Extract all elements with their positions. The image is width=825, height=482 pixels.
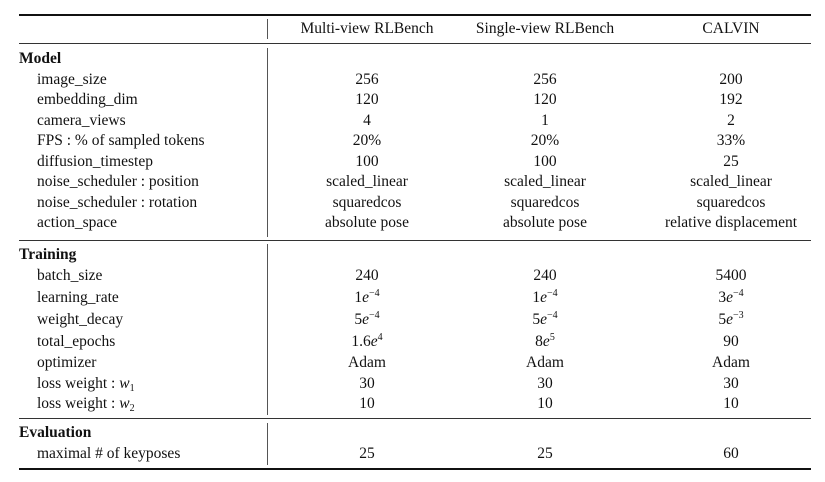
sci-exponent: −4 (733, 288, 744, 299)
value-single-view: 120 (533, 91, 557, 108)
sci-base: 5 (354, 311, 363, 328)
value-single-view: 30 (537, 374, 553, 392)
value-multi-view: 20% (352, 132, 382, 149)
sci-e: e (370, 333, 378, 350)
value-single-view: 25 (537, 445, 553, 462)
param-subscript: 1 (129, 382, 135, 394)
sci-exponent: −4 (547, 288, 558, 299)
header-rule (19, 43, 811, 44)
value-single-view: 240 (533, 267, 557, 284)
param-name: noise_scheduler : rotation (37, 193, 198, 211)
value-single-view: 1 (541, 111, 549, 129)
section-header-evaluation (19, 423, 811, 443)
param-name: FPS : % of sampled tokens (37, 132, 205, 149)
sci-exponent: −3 (733, 310, 744, 321)
table-row (19, 266, 811, 286)
value-multi-view: scaled_linear (326, 173, 408, 190)
value-calvin (639, 310, 823, 330)
table-row (19, 111, 811, 131)
param-name (37, 374, 285, 394)
value-multi-view: absolute pose (325, 214, 409, 231)
table-row (19, 172, 811, 192)
sci-base: 1.6 (351, 333, 371, 350)
training-evaluation-rule (19, 418, 811, 419)
value-calvin: 200 (719, 70, 743, 88)
param-name: action_space (37, 214, 118, 231)
value-calvin: scaled_linear (690, 173, 772, 190)
param-variable: w (119, 374, 130, 392)
section-title: Training (19, 246, 77, 263)
value-calvin: 33% (716, 132, 746, 149)
sci-e: e (726, 311, 733, 328)
sci-e: e (362, 311, 369, 328)
table-row (19, 444, 811, 464)
sci-e: e (540, 311, 547, 328)
value-single-view: Adam (526, 354, 564, 371)
value-calvin: Adam (712, 354, 750, 371)
sci-exponent: 5 (549, 332, 555, 343)
table-row (19, 288, 811, 308)
value-multi-view: 240 (355, 267, 379, 284)
value-multi-view: 10 (359, 395, 375, 412)
param-name: camera_views (37, 111, 126, 129)
value-multi-view (274, 310, 460, 330)
value-multi-view: 256 (355, 70, 379, 88)
param-variable: w (119, 395, 130, 412)
value-single-view (449, 288, 641, 308)
sci-exponent: −4 (547, 310, 558, 321)
param-subscript: 2 (129, 403, 135, 414)
value-single-view (449, 310, 641, 330)
value-multi-view: Adam (348, 354, 386, 371)
sci-base: 5 (532, 311, 541, 328)
header-single-view-rlbench: Single-view RLBench (475, 20, 615, 37)
sci-e: e (726, 289, 733, 306)
sci-base: 8 (535, 333, 543, 350)
sci-e: e (542, 333, 550, 350)
value-multi-view: squaredcos (332, 193, 402, 211)
value-multi-view: 25 (359, 445, 375, 462)
sci-e: e (362, 289, 369, 306)
param-text: loss weight : (37, 374, 120, 392)
param-text: loss weight : (37, 395, 120, 412)
value-single-view: 10 (537, 395, 553, 412)
value-calvin: 5400 (715, 267, 747, 284)
value-single-view: 256 (533, 70, 557, 88)
value-calvin: 90 (723, 333, 739, 350)
value-calvin: 10 (723, 395, 739, 412)
value-calvin: 192 (719, 91, 743, 108)
top-rule (19, 14, 811, 16)
value-multi-view: 100 (355, 152, 379, 170)
table-row (19, 131, 811, 151)
table-row (19, 332, 811, 352)
value-multi-view: 4 (363, 111, 371, 129)
param-name: embedding_dim (37, 91, 138, 108)
value-single-view: 100 (533, 152, 557, 170)
value-calvin: 2 (727, 111, 735, 129)
sci-base: 1 (354, 289, 363, 306)
sci-base: 3 (718, 289, 727, 306)
param-name: maximal # of keyposes (37, 445, 181, 462)
param-name: optimizer (37, 354, 97, 371)
section-title: Evaluation (19, 424, 92, 441)
value-calvin: 30 (723, 374, 739, 392)
value-single-view: absolute pose (503, 214, 587, 231)
param-name: weight_decay (37, 311, 124, 328)
sci-base: 5 (718, 311, 727, 328)
value-calvin: 25 (723, 152, 739, 170)
sci-exponent: −4 (369, 288, 380, 299)
sci-e: e (540, 289, 547, 306)
table-row (19, 310, 811, 330)
value-single-view: squaredcos (510, 193, 580, 211)
param-name: diffusion_timestep (37, 152, 153, 170)
value-single-view: scaled_linear (504, 173, 586, 190)
table-row (19, 90, 811, 110)
section-header-training (19, 245, 811, 265)
value-multi-view: 120 (355, 91, 379, 108)
section-header-model (19, 49, 811, 69)
model-training-rule (19, 240, 811, 241)
value-multi-view: 30 (359, 374, 375, 392)
value-multi-view (274, 332, 460, 352)
param-name: learning_rate (37, 289, 119, 306)
value-single-view: 20% (530, 132, 560, 149)
param-name: noise_scheduler : position (37, 173, 199, 190)
section-title: Model (19, 50, 62, 67)
table-row (19, 70, 811, 90)
table-row (19, 353, 811, 373)
value-single-view (449, 332, 641, 352)
table-row (19, 193, 811, 213)
sci-exponent: 4 (377, 332, 383, 343)
header-multi-view-rlbench: Multi-view RLBench (300, 20, 434, 37)
value-calvin: 60 (723, 445, 739, 462)
param-name: total_epochs (37, 333, 116, 350)
table-row (19, 394, 811, 414)
value-multi-view (274, 288, 460, 308)
value-calvin: squaredcos (696, 193, 766, 211)
sci-exponent: −4 (369, 310, 380, 321)
value-calvin: relative displacement (664, 214, 798, 231)
param-name: image_size (37, 70, 107, 88)
header-calvin: CALVIN (702, 20, 760, 37)
param-name: batch_size (37, 267, 103, 284)
bottom-rule (19, 468, 811, 470)
table-row (19, 152, 811, 172)
table-row (19, 374, 811, 394)
header-row (19, 19, 811, 39)
table-row (19, 213, 811, 233)
param-name (37, 394, 285, 414)
value-calvin (639, 288, 823, 308)
sci-base: 1 (532, 289, 541, 306)
